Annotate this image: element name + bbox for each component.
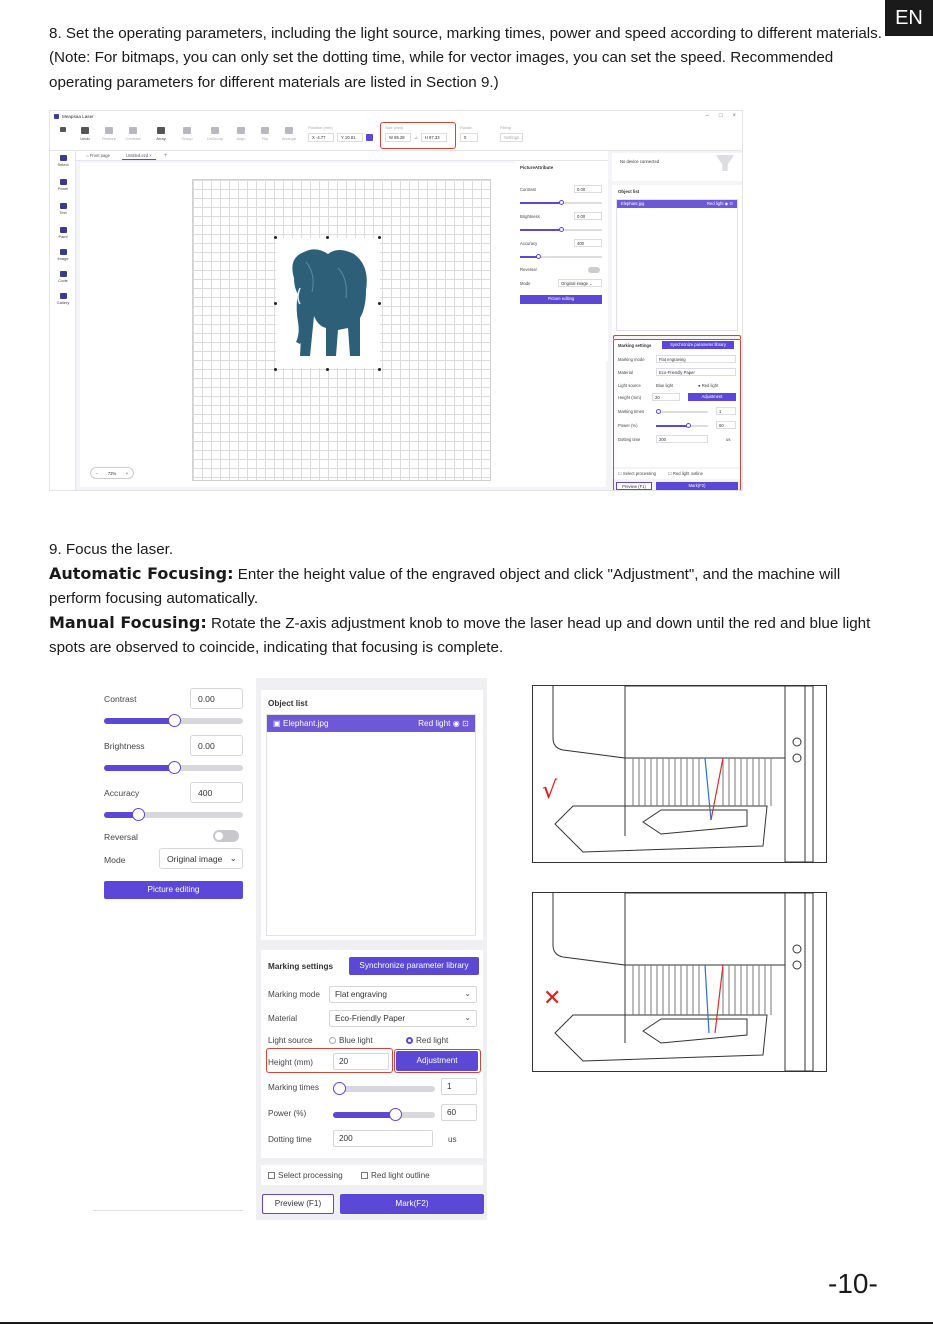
contrast-label: Contrast [520,187,536,192]
group-button[interactable]: Group [176,127,198,141]
blue-light-radio[interactable]: Blue light [329,1036,373,1045]
brightness-field[interactable]: 0.00 [190,735,243,756]
picture-attribute-panel [514,161,608,361]
marking-times-slider[interactable] [333,1086,435,1092]
window-controls [706,113,736,119]
reversal-toggle[interactable] [588,267,600,273]
material-label: Material [268,1014,298,1023]
brightness-label: Brightness [104,741,145,751]
options-card [261,1165,483,1185]
position-lock-icon[interactable] [366,134,373,141]
size-h-field[interactable]: H 97.33 [421,133,447,142]
app-logo-icon [54,114,59,119]
preview-button[interactable]: Preview (F1) [616,482,652,490]
tool-code[interactable]: Code [53,271,73,283]
brightness-slider[interactable] [104,765,243,771]
picture-editing-button[interactable]: Picture editing [520,295,602,304]
tab-untitled[interactable]: Untitled.ezd × [122,152,156,160]
marking-mode-select[interactable]: Flat engraving ⌄ [329,986,477,1003]
left-toolbar [50,151,76,491]
mode-select[interactable]: Original image ⌄ [558,279,602,287]
material-select[interactable]: Eco-Friendly Paper [656,368,736,376]
blue-light-radio[interactable]: Blue light [656,383,674,388]
mark-button[interactable]: Mark(F2) [340,1194,484,1214]
dotting-time-field[interactable]: 200 [333,1130,433,1147]
size-w-field[interactable]: W 85.28 [385,133,411,142]
highlight-marking-settings [613,339,741,491]
language-badge: EN [885,0,933,36]
size-group: Size (mm) W 85.28 ⊿ H 97.33 [385,125,447,142]
accuracy-label: Accuracy [520,241,538,246]
select-processing-checkbox[interactable]: ☐ Select processing [618,471,656,476]
material-label: Material [618,370,633,375]
step-8-text: 8. Set the operating parameters, including the light source, marking times, power and speed according to different materials. (Note: For bitmaps, you can only set the dotting time, while for vector images, you can set the speed. Recommended operating parameters for different materials are listed in Section 9.) [49,25,882,91]
resize-handle[interactable] [378,236,381,239]
light-source-label: Light source [268,1036,313,1045]
device-icon [716,155,734,171]
accuracy-label: Accuracy [104,788,140,798]
object-list-title: Object list [268,699,308,708]
marking-times-label: Marking times [268,1083,319,1092]
step-9-title: 9. Focus the laser. [49,541,174,558]
select-processing-checkbox[interactable]: Select processing [268,1171,343,1180]
settings-button[interactable]: Settings [500,133,523,142]
power-field[interactable]: 60 [441,1104,477,1121]
manual-focus-text: Manual Focusing: Rotate the Z-axis adjustment knob to move the laser head up and down until the red and blue light spots are observed to coincide, indicating that focusing is complete. [49,613,871,657]
marking-times-field[interactable]: 1 [441,1078,477,1095]
device-card [612,153,742,181]
highlight-height [266,1048,393,1073]
power-label: Power (%) [268,1109,307,1118]
array-button[interactable]: Array [150,127,172,141]
red-light-radio[interactable]: Red light [406,1036,448,1045]
red-outline-checkbox[interactable]: Red light outline [361,1171,430,1180]
dotting-unit: us [448,1135,457,1144]
ungroup-button[interactable]: UnGroup [204,127,226,141]
contrast-slider[interactable] [520,202,602,204]
red-outline-checkbox[interactable]: ☐ Red light outline [668,471,703,476]
mode-label: Mode [520,281,531,286]
marking-times-field[interactable]: 1 [716,407,736,415]
sync-library-button[interactable]: Synchronize parameter library [349,957,479,975]
mode-select[interactable]: Original image ⌄ [159,848,243,869]
red-light-radio[interactable]: ● Red light [698,383,719,388]
tool-select[interactable]: Select [53,155,73,167]
minimize-icon[interactable]: – [705,113,709,119]
brightness-slider[interactable] [520,229,602,231]
tab-front-page[interactable]: ⌂ Front page [86,153,110,158]
marking-settings-card [261,950,483,1158]
adjustment-button[interactable]: Adjustment [396,1051,478,1071]
light-source-label: Light source [618,383,641,388]
height-field[interactable]: 20 [333,1053,389,1070]
contrast-field[interactable]: 0.00 [574,185,602,193]
resize-handle[interactable] [274,368,277,371]
height-label: Height (mm) [268,1058,314,1067]
height-field[interactable]: 20 [652,393,680,401]
marking-times-label: Marking times [618,409,645,414]
dotting-time-label: Dotting time [618,437,641,442]
reversal-label: Reversal [104,832,138,842]
close-icon[interactable]: × [732,113,736,119]
device-status: No device connected [620,159,660,164]
reversal-toggle[interactable] [213,830,239,842]
tool-text[interactable]: Text [53,203,73,215]
correct-check-icon: √ [542,776,558,804]
object-list-card [612,185,742,335]
menu-button[interactable] [52,127,74,134]
document-tabs [76,151,608,161]
accuracy-field[interactable]: 400 [190,782,243,803]
contrast-field[interactable]: 0.00 [190,688,243,709]
object-list-item[interactable]: Elephant.jpg Red light ◉ ⊡ [617,200,737,208]
power-field[interactable]: 60 [716,421,736,429]
tool-image[interactable]: Image [53,249,73,261]
rotate-field[interactable]: 0 [460,133,478,142]
height-label: Height (mm) [618,395,642,400]
elephant-image[interactable] [276,238,380,368]
resize-handle[interactable] [378,302,381,305]
pos-y-field[interactable]: Y 10.81 [337,133,363,142]
pos-x-field[interactable]: X -4.77 [308,133,334,142]
page-number: -10- [828,1268,878,1299]
flip-button[interactable]: Flip [254,127,276,141]
fitting-group: Fitting Settings [500,125,523,142]
marking-panel-zoomed [256,678,487,1220]
laser-machine-drawing [533,686,826,862]
marking-mode-select[interactable]: Flat engraving [656,355,736,363]
brightness-field[interactable]: 0.00 [574,212,602,220]
wrong-cross-icon: ✕ [543,986,562,1011]
tool-gallery[interactable]: Gallery [53,293,73,305]
elephant-illustration [276,238,380,368]
object-list-box [266,714,476,936]
picture-attribute-zoomed [93,678,251,1220]
adjustment-button[interactable]: Adjustment [688,393,736,401]
marking-title: Marking settings [268,962,334,971]
rotate-group: Rotate 0 [460,125,478,142]
dotting-time-field[interactable]: 200 [656,435,708,443]
object-list-title: Object list [618,189,640,194]
zoom-out-icon[interactable]: − [95,470,99,476]
app-screenshot [49,110,743,491]
power-slider[interactable] [333,1112,435,1118]
mode-label: Mode [104,855,126,865]
object-list-item[interactable]: ▣ Elephant.jpg Red light ◉ ⊡ [267,715,475,732]
object-list-box [616,199,738,331]
tool-panel[interactable]: Panel [53,179,73,191]
material-select[interactable]: Eco-Friendly Paper ⌄ [329,1010,477,1027]
zoom-in-icon[interactable]: + [125,470,129,476]
contrast-button[interactable]: Contrast [122,127,144,141]
marking-title: Marking settings [618,343,652,348]
align-button[interactable]: Align [230,127,252,141]
undo-button[interactable]: Undo [74,127,96,141]
resize-handle[interactable] [326,368,329,371]
accuracy-slider[interactable] [104,812,243,818]
arrange-button[interactable]: Arrange [278,127,300,141]
picture-editing-button[interactable]: Picture editing [104,881,243,899]
object-list-card [261,690,483,940]
maximize-icon[interactable]: □ [718,113,723,119]
marking-mode-label: Marking mode [268,990,320,999]
resize-handle[interactable] [274,302,277,305]
zoom-control[interactable] [90,467,134,479]
power-label: Power (%) [618,423,638,428]
accuracy-field[interactable]: 400 [574,239,602,247]
dotting-unit: us [726,437,731,442]
dotting-time-label: Dotting time [268,1135,312,1144]
panel-divider [93,1210,243,1211]
highlight-adjustment [394,1049,481,1073]
reversal-label: Reversal [520,267,537,272]
size-lock-icon[interactable]: ⊿ [414,134,418,140]
right-panel [612,153,742,490]
position-group: Position (mm) X -4.77 Y 10.81 [308,125,373,142]
sync-library-button[interactable]: Synchronize parameter library [662,341,734,349]
resize-handle[interactable] [378,368,381,371]
contrast-slider[interactable] [104,718,243,724]
add-tab-icon[interactable]: + [163,152,168,159]
machine-unfocused-illustration [532,892,827,1072]
contrast-label: Contrast [104,694,137,704]
resize-handle[interactable] [274,236,277,239]
accuracy-slider[interactable] [520,256,602,258]
resize-handle[interactable] [326,236,329,239]
picture-attribute-title: PictureAttribute [520,165,554,170]
machine-focused-illustration [532,685,827,863]
app-titlebar [50,111,742,121]
brightness-label: Brightness [520,214,540,219]
zoom-level: 73% [107,470,117,476]
restore-button[interactable]: Restore [98,127,120,141]
marking-mode-label: Marking mode [618,357,645,362]
tool-paint[interactable]: Paint [53,227,73,239]
size-highlight-box [380,122,456,149]
auto-focus-text: Automatic Focusing: Enter the height value of the engraved object and click "Adjustment", and the machine will perform focusing automatically. [49,564,841,608]
laser-machine-drawing [533,893,826,1071]
mark-button[interactable]: Mark(F2) [656,482,738,490]
app-title: Meapsaa Laser [62,113,94,119]
preview-button[interactable]: Preview (F1) [262,1194,334,1214]
